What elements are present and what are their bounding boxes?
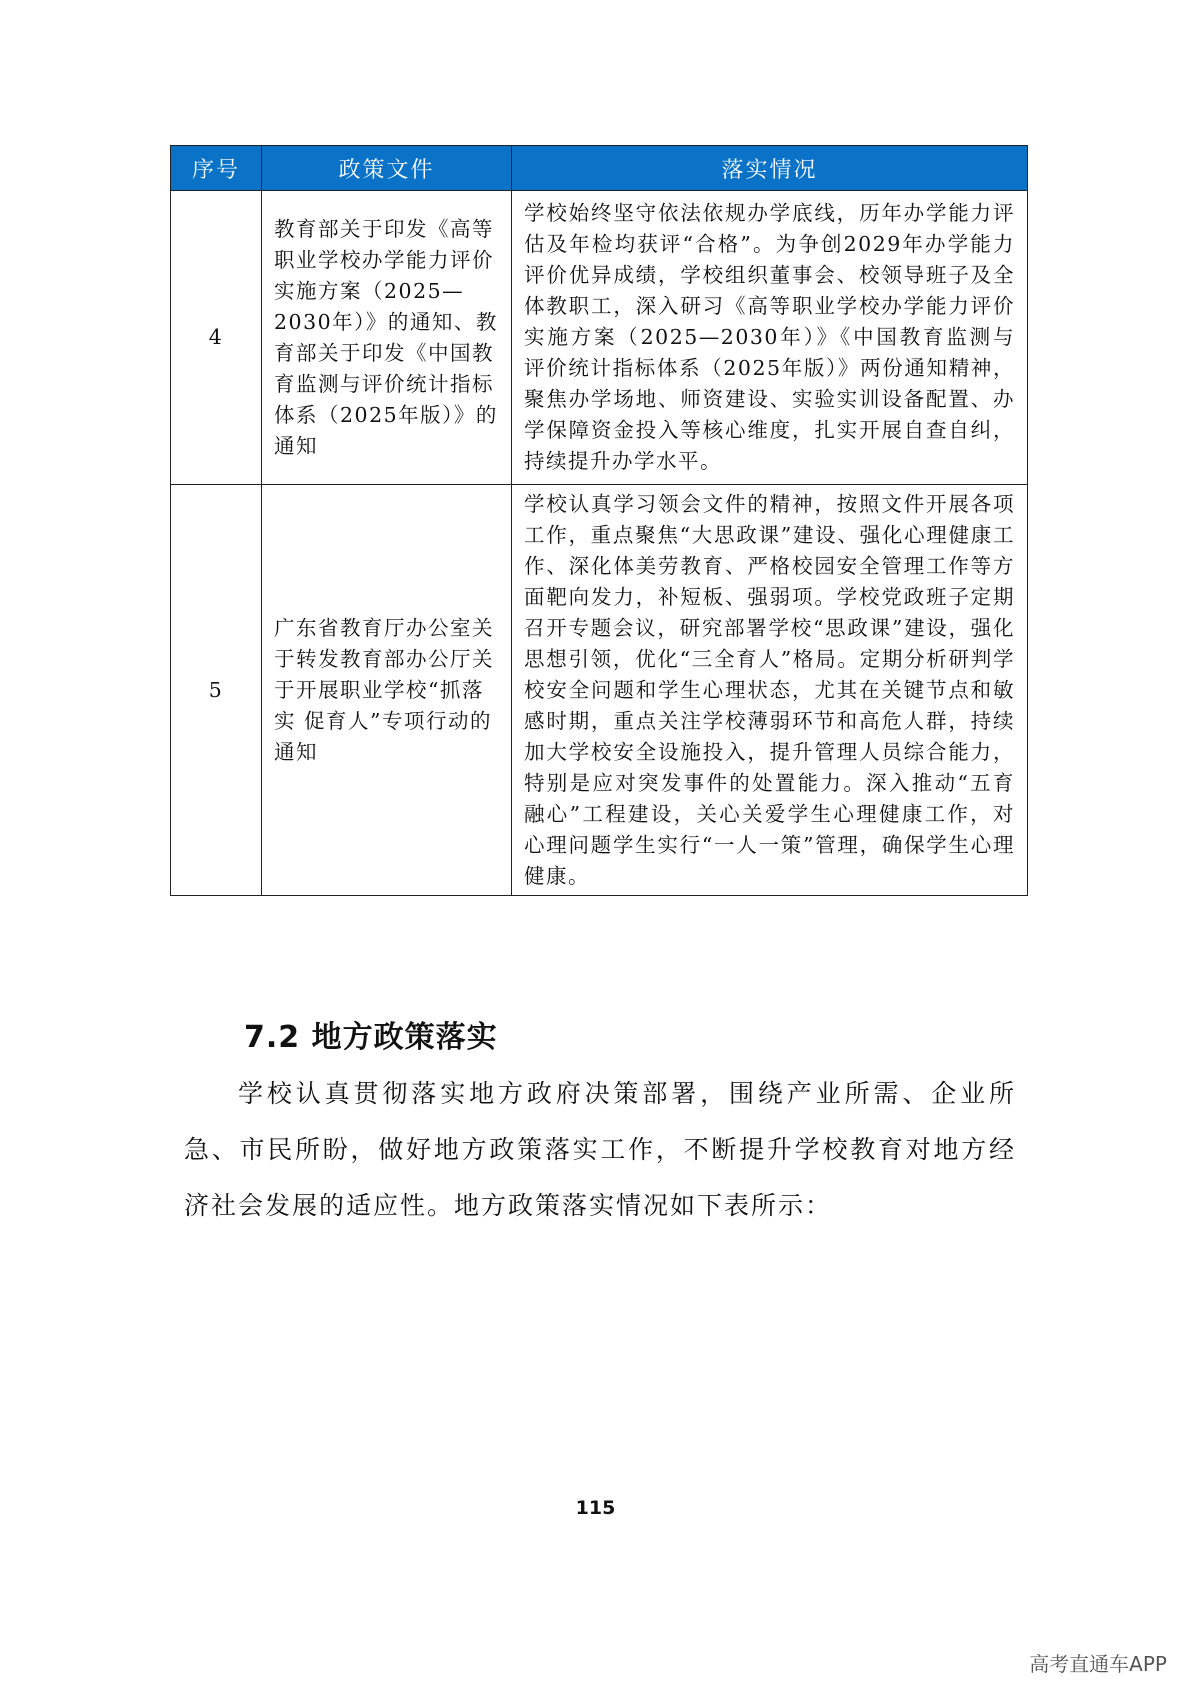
watermark-text: 高考直通车APP	[1029, 1652, 1167, 1676]
implementation-cell: 学校认真学习领会文件的精神，按照文件开展各项工作，重点聚焦“大思政课”建设、强化心理健康工作、深化体美劳教育、严格校园安全管理工作等方面靶向发力，补短板、强弱项。学校党政班子定期召开专题会议，研究部署学校“思政课”建设，强化思想引领，优化“三全育人”格局。定期分析研判学校安全问题和学生心理状态，尤其在关键节点和敏感时期，重点关注学校薄弱环节和高危人群，持续加大学校安全设施投入，提升管理人员综合能力，特别是应对突发事件的处置能力。深入推动“五育融心”工程建设，关心关爱学生心理健康工作，对心理问题学生实行“一人一策”管理，确保学生心理健康。	[512, 485, 1028, 896]
policy-document-cell: 广东省教育厅办公室关于转发教育部办公厅关于开展职业学校“抓落实 促育人”专项行动的通知	[262, 485, 512, 896]
header-no: 序号	[171, 146, 262, 191]
section-heading: 7.2 地方政策落实	[244, 1020, 498, 1055]
page-number: 115	[575, 1497, 616, 1519]
table-header-row	[171, 146, 1028, 191]
policy-table	[170, 145, 1028, 896]
implementation-cell: 学校始终坚守依法依规办学底线，历年办学能力评估及年检均获评“合格”。为争创2029年办学能力评价优异成绩，学校组织董事会、校领导班子及全体教职工，深入研习《高等职业学校办学能力评价实施方案（2025—2030年）》《中国教育监测与评价统计指标体系（2025年版）》两份通知精神，聚焦办学场地、师资建设、实验实训设备配置、办学保障资金投入等核心维度，扎实开展自查自纠，持续提升办学水平。	[512, 191, 1028, 485]
section-paragraph: 学校认真贯彻落实地方政府决策部署，围绕产业所需、企业所急、市民所盼，做好地方政策落实工作，不断提升学校教育对地方经济社会发展的适应性。地方政策落实情况如下表所示：	[184, 1079, 1016, 1220]
header-policy-document: 政策文件	[262, 146, 512, 191]
policy-document-cell: 教育部关于印发《高等职业学校办学能力评价实施方案（2025—2030年）》的通知、教育部关于印发《中国教育监测与评价统计指标体系（2025年版）》的通知	[262, 191, 512, 485]
row-number: 4	[171, 191, 262, 485]
table-row	[171, 191, 1028, 485]
header-implementation: 落实情况	[512, 146, 1028, 191]
table-row	[171, 485, 1028, 896]
row-number: 5	[171, 485, 262, 896]
